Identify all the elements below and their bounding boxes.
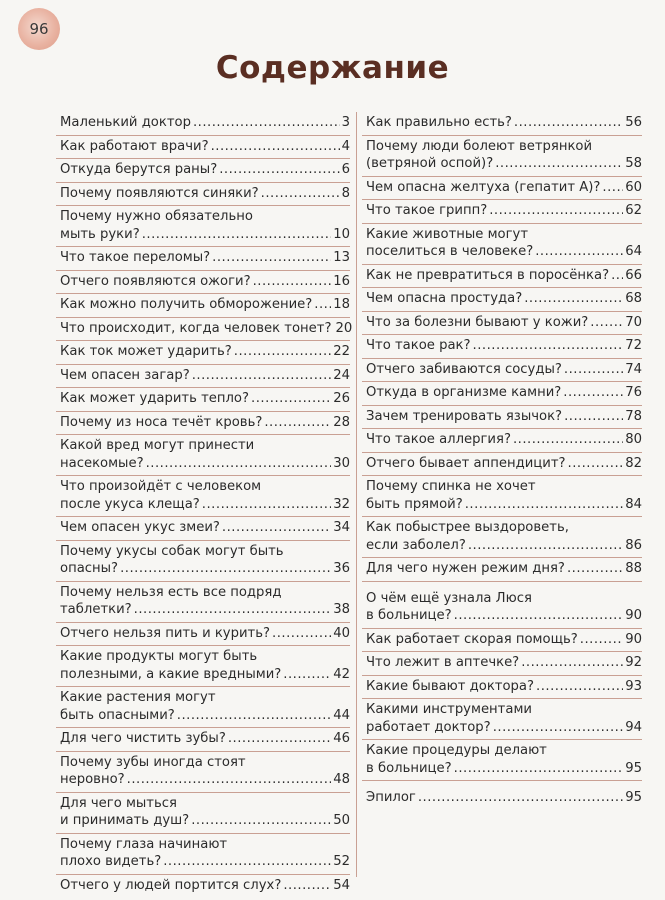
dot-leader	[146, 455, 332, 473]
dot-leader	[134, 601, 332, 619]
toc-entry-title: Отчего появляются ожоги?	[60, 273, 251, 289]
toc-entry	[362, 558, 642, 582]
toc-entry	[362, 476, 642, 517]
toc-entry	[56, 112, 350, 136]
dot-leader	[521, 654, 623, 672]
toc-entry	[56, 752, 350, 793]
dot-leader	[261, 185, 340, 203]
toc-entry	[362, 588, 642, 629]
dot-leader	[564, 408, 623, 426]
toc-entry-title: и принимать душ?	[60, 813, 190, 828]
toc-entry-title: Для чего нужен режим дня?	[366, 561, 565, 576]
toc-entry-page: 82	[625, 455, 642, 471]
toc-entry	[362, 629, 642, 653]
toc-entry-title: Отчего бывает аппендицит?	[366, 455, 566, 471]
toc-entry-title: Чем опасна желтуха (гепатит А)?	[366, 179, 601, 195]
toc-entry-title: Что такое переломы?	[60, 250, 211, 265]
toc-entry-title: Почему укусы собак могут быть	[60, 543, 284, 559]
toc-entry-page: 20	[335, 320, 353, 336]
toc-entry-title: мыть руки?	[60, 226, 140, 242]
toc-entry-title: Почему нужно обязательно	[60, 209, 253, 224]
toc-entry-page: 93	[625, 678, 642, 694]
toc-entry-page: 46	[333, 731, 350, 746]
toc-entry	[362, 112, 642, 136]
toc-entry-title: Почему появляются синяки?	[60, 185, 259, 201]
toc-entry-title: после укуса клеща?	[60, 496, 200, 512]
toc-entry-page: 38	[333, 602, 350, 617]
dot-leader	[602, 179, 623, 197]
toc-entry-title: Почему зубы иногда стоят	[60, 754, 246, 770]
toc-entry	[56, 206, 350, 247]
toc-entry-page: 84	[625, 496, 642, 512]
toc-entry-title: О чём ещё узнала Люся	[366, 590, 532, 606]
toc-entry	[56, 582, 350, 623]
toc-entry-title: Чем опасен укус змеи?	[60, 520, 220, 535]
toc-entry-title: Почему люди болеют ветрянкой	[366, 138, 593, 154]
toc-entry-title: Как побыстрее выздороветь,	[366, 520, 569, 535]
toc-entry	[56, 541, 350, 582]
toc-entry-page: 70	[625, 314, 642, 330]
toc-entry	[56, 834, 350, 875]
dot-leader	[564, 361, 623, 379]
toc-entry-title: Маленький доктор	[60, 115, 191, 130]
toc-entry	[362, 429, 642, 453]
toc-entry-title: Как может ударить тепло?	[60, 391, 249, 406]
toc-entry-page: 18	[333, 297, 350, 312]
toc-entry	[362, 200, 642, 224]
toc-entry-page: 40	[333, 625, 350, 641]
toc-entry	[56, 875, 350, 898]
toc-entry-page: 95	[625, 790, 642, 805]
toc-entry	[56, 728, 350, 752]
toc-entry-title: Что за болезни бывают у кожи?	[366, 314, 589, 330]
dot-leader	[514, 114, 623, 132]
toc-entry	[56, 623, 350, 647]
toc-entry	[362, 359, 642, 383]
toc-entry-title: Что такое грипп?	[366, 203, 488, 218]
dot-leader	[228, 730, 331, 748]
dot-leader	[489, 202, 623, 220]
toc-entry-page: 8	[341, 185, 350, 201]
toc-entry-title: поселиться в человеке?	[366, 244, 534, 259]
toc-entry-page: 76	[625, 385, 642, 400]
toc-entry	[362, 740, 642, 781]
toc-entry	[56, 318, 353, 342]
toc-entry-page: 16	[333, 273, 350, 289]
dot-leader	[590, 314, 623, 332]
toc-entry-title: Отчего у людей портится слух?	[60, 877, 282, 893]
toc-entry	[362, 312, 642, 336]
toc-entry-title: Как работают врачи?	[60, 138, 209, 154]
toc-entry-title: неровно?	[60, 772, 125, 787]
toc-entry-page: 60	[625, 179, 642, 195]
toc-entry	[56, 271, 350, 295]
toc-entry-title: Какие животные могут	[366, 226, 529, 242]
toc-entry	[362, 406, 642, 430]
toc-entry-title: Какими инструментами	[366, 702, 532, 717]
toc-entry	[362, 382, 642, 406]
toc-entry-page: 64	[625, 244, 642, 259]
dot-leader	[473, 337, 624, 355]
toc-entry-title: плохо видеть?	[60, 854, 162, 869]
toc-entry-page: 28	[333, 414, 350, 430]
toc-entry-page: 42	[333, 666, 350, 682]
toc-left-column	[56, 112, 353, 897]
toc-entry	[56, 247, 350, 271]
dot-leader	[251, 390, 331, 408]
toc-entry-title: полезными, а какие вредными?	[60, 666, 282, 682]
toc-entry-page: 22	[333, 344, 350, 359]
toc-entry-title: Какие процедуры делают	[366, 743, 547, 758]
toc-entry	[56, 388, 350, 412]
toc-entry-title: Почему из носа течёт кровь?	[60, 414, 263, 430]
toc-entry	[56, 365, 350, 389]
dot-leader	[253, 273, 332, 291]
toc-entry-page: 52	[333, 854, 350, 869]
dot-leader	[212, 249, 331, 267]
toc-entry-title: Почему нельзя есть все подряд	[60, 584, 282, 600]
dot-leader	[568, 455, 624, 473]
toc-entry-title: Почему спинка не хочет	[366, 479, 536, 494]
toc-entry-title: Для чего чистить зубы?	[60, 731, 226, 746]
dot-leader	[536, 678, 623, 696]
toc-entry	[56, 412, 350, 436]
dot-leader	[535, 243, 623, 261]
dot-leader	[513, 431, 623, 449]
toc-entry	[362, 265, 642, 289]
toc-entry-page: 80	[625, 432, 642, 447]
toc-entry	[56, 341, 350, 365]
toc-entry	[56, 183, 350, 207]
toc-entry	[56, 476, 350, 517]
toc-entry-page: 66	[625, 267, 642, 283]
dot-leader	[222, 519, 331, 537]
toc-entry-page: 95	[625, 760, 642, 776]
toc-entry-title: Какие продукты могут быть	[60, 649, 258, 664]
toc-entry-page: 32	[333, 496, 350, 512]
toc-entry-page: 48	[333, 772, 350, 787]
dot-leader	[418, 789, 623, 807]
toc-entry-page: 36	[333, 561, 350, 576]
dot-leader	[454, 760, 624, 778]
dot-leader	[120, 560, 331, 578]
toc-entry	[362, 676, 642, 700]
toc-entry-title: Какие растения могут	[60, 690, 216, 705]
toc-entry	[56, 294, 350, 318]
toc-entry-title: опасны?	[60, 561, 119, 576]
toc-right-column	[362, 112, 642, 810]
dot-leader	[314, 296, 331, 314]
toc-entry-page: 50	[333, 813, 350, 828]
toc-entry-page: 44	[333, 707, 350, 723]
toc-entry-title: Какой вред могут принести	[60, 438, 255, 453]
toc-entry-page: 74	[625, 361, 642, 377]
page-number: 96	[29, 20, 49, 38]
toc-entry-title: быть опасными?	[60, 707, 175, 723]
dot-leader	[163, 853, 331, 871]
toc-entry	[362, 699, 642, 740]
toc-entry-page: 56	[625, 115, 642, 130]
toc-entry-page: 90	[625, 631, 642, 647]
toc-entry	[56, 646, 350, 687]
toc-entry-title: Чем опасна простуда?	[366, 291, 523, 306]
dot-leader	[193, 114, 340, 132]
toc-entry-title: таблетки?	[60, 602, 132, 617]
dot-leader	[493, 719, 624, 737]
toc-entry-page: 6	[341, 162, 350, 177]
toc-entry-page: 78	[625, 408, 642, 424]
toc-entry-page: 24	[333, 367, 350, 383]
toc-entry-page: 13	[333, 250, 350, 265]
toc-entry-page: 68	[625, 291, 642, 306]
toc-entry	[362, 335, 642, 359]
toc-entry-title: насекомые?	[60, 455, 144, 471]
toc-entry	[362, 177, 642, 201]
toc-entry	[362, 453, 642, 477]
toc-entry-page: 34	[333, 520, 350, 535]
dot-leader	[495, 155, 623, 173]
dot-leader	[191, 812, 331, 830]
toc-entry-page: 94	[625, 719, 642, 735]
toc-entry	[362, 787, 642, 810]
toc-entry	[362, 224, 642, 265]
toc-entry-title: быть прямой?	[366, 496, 463, 512]
dot-leader	[580, 631, 623, 649]
toc-entry-title: Отчего нельзя пить и курить?	[60, 625, 270, 641]
toc-entry	[56, 793, 350, 834]
toc-entry-title: Отчего забиваются сосуды?	[366, 361, 562, 377]
dot-leader	[142, 226, 332, 244]
toc-entry-title: Что произойдёт с человеком	[60, 479, 262, 494]
toc-entry-page: 3	[341, 115, 350, 130]
toc-entry-page: 10	[333, 226, 350, 242]
toc-entry-title: Что такое аллергия?	[366, 432, 511, 447]
dot-leader	[264, 414, 331, 432]
dot-leader	[283, 666, 331, 684]
toc-entry-title: Почему глаза начинают	[60, 836, 228, 852]
column-divider	[356, 112, 357, 877]
toc-entry	[56, 517, 350, 541]
toc-entry-title: Откуда берутся раны?	[60, 162, 218, 177]
dot-leader	[468, 537, 623, 555]
dot-leader	[192, 367, 332, 385]
toc-entry-page: 30	[333, 455, 350, 471]
dot-leader	[611, 267, 623, 285]
toc-entry	[56, 435, 350, 476]
toc-entry-page: 4	[341, 138, 350, 154]
toc-entry-page: 54	[333, 877, 350, 893]
toc-entry	[362, 517, 642, 558]
dot-leader	[211, 138, 340, 156]
toc-entry	[56, 159, 350, 183]
toc-entry-title: Как не превратиться в поросёнка?	[366, 267, 610, 283]
toc-entry-title: Как можно получить обморожение?	[60, 297, 313, 312]
toc-entry-title: в больнице?	[366, 608, 452, 623]
toc-entry-page: 92	[625, 655, 642, 670]
page-number-badge	[18, 8, 60, 50]
toc-entry-title: Как работает скорая помощь?	[366, 631, 578, 647]
dot-leader	[219, 161, 339, 179]
toc-entry-title: Какие бывают доктора?	[366, 678, 535, 694]
toc-entry-title: Как правильно есть?	[366, 115, 512, 130]
toc-entry-page: 86	[625, 537, 642, 553]
toc-entry-page: 72	[625, 338, 642, 353]
toc-entry-page: 62	[625, 203, 642, 218]
toc-entry-title: Чем опасен загар?	[60, 367, 190, 383]
dot-leader	[563, 384, 623, 402]
toc-entry-title: Что такое рак?	[366, 338, 471, 353]
toc-entry-page: 26	[333, 391, 350, 406]
toc-entry-title: Как ток может ударить?	[60, 344, 232, 359]
dot-leader	[567, 560, 623, 578]
toc-entry	[56, 136, 350, 160]
toc-entry-title: в больнице?	[366, 760, 452, 776]
dot-leader	[524, 290, 623, 308]
toc-entry-title: Эпилог	[366, 790, 416, 805]
dot-leader	[272, 625, 331, 643]
toc-entry	[56, 687, 350, 728]
toc-entry-title: Откуда в организме камни?	[366, 385, 562, 400]
dot-leader	[127, 771, 332, 789]
dot-leader	[454, 607, 624, 625]
dot-leader	[465, 496, 624, 514]
toc-entry-page: 58	[625, 156, 642, 171]
dot-leader	[177, 707, 331, 725]
toc-entry	[362, 652, 642, 676]
dot-leader	[234, 343, 331, 361]
toc-entry-title: (ветряной оспой)?	[366, 156, 494, 171]
dot-leader	[202, 496, 331, 514]
toc-entry-title: Зачем тренировать язычок?	[366, 408, 563, 424]
toc-entry	[362, 288, 642, 312]
toc-entry-title: если заболел?	[366, 537, 466, 553]
toc-entry-page: 90	[625, 608, 642, 623]
toc-entry	[362, 136, 642, 177]
toc-entry-title: Что лежит в аптечке?	[366, 655, 520, 670]
toc-entry-title: Для чего мыться	[60, 795, 177, 811]
dot-leader	[283, 877, 331, 895]
page-title: Содержание	[215, 50, 450, 86]
toc-entry-title: Что происходит, когда человек тонет?	[60, 320, 332, 336]
toc-entry-title: работает доктор?	[366, 719, 491, 735]
toc-entry-page: 88	[625, 561, 642, 576]
